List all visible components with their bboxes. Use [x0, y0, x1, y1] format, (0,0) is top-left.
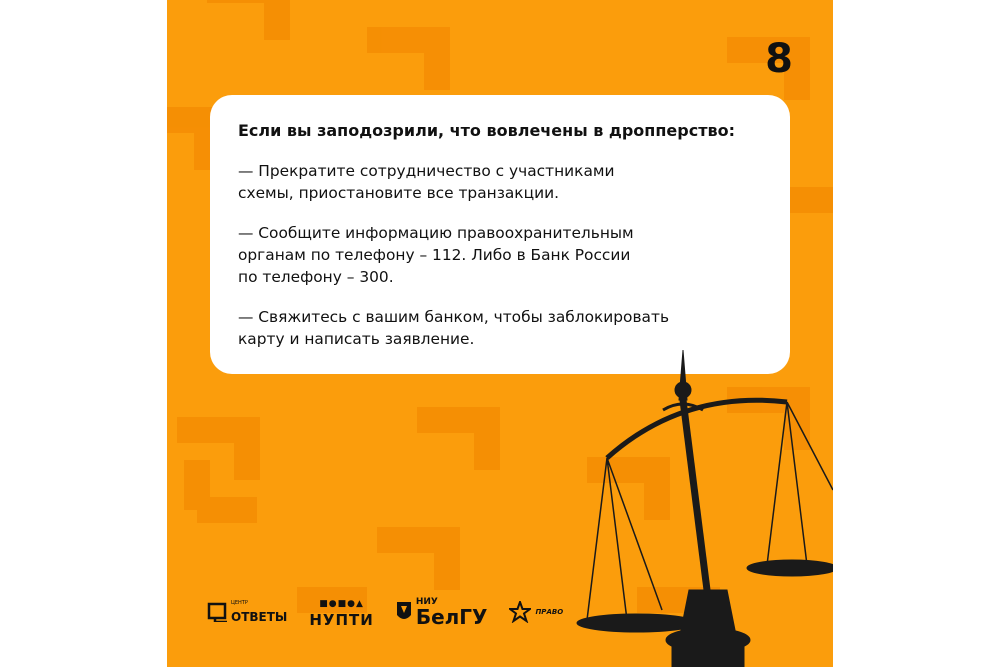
star-logo-icon — [509, 601, 531, 623]
logo-nupti — [309, 598, 374, 629]
card-item-bank: — Свяжитесь с вашим банком, чтобы заблокировать карту и написать заявление. — [238, 308, 670, 348]
otvety-logo-icon — [207, 602, 227, 622]
logo-belgu-small: НИУ — [415, 596, 438, 607]
card-title: Если вы заподозрили, что вовлечены в дропперство: — [238, 121, 735, 140]
page-number: 8 — [765, 36, 793, 82]
logo-otvety-small: ЦЕНТР — [231, 599, 248, 606]
card-item-report: — Сообщите информацию правоохранительным органам по телефону – 112. Либо в Банк России по телефону – 300. — [238, 224, 634, 286]
partner-logos — [207, 592, 563, 632]
logo-otvety-text: ОТВЕТЫ — [231, 609, 288, 624]
card-item-stop: — Прекратите сотрудничество с участниками схемы, приостановите все транзакции. — [238, 162, 615, 202]
logo-belgu-text: БелГУ — [415, 604, 488, 629]
logo-pravo — [509, 601, 563, 623]
logo-pravo-text: ПРАВО — [535, 608, 564, 616]
poster — [167, 0, 833, 667]
scales-of-justice-image — [567, 340, 833, 667]
belgu-crest-icon — [396, 601, 412, 623]
nupti-logo-icon: ■●■●▲ — [319, 599, 364, 609]
logo-nupti-text: НУПТИ — [309, 611, 374, 629]
info-card — [210, 95, 790, 374]
logo-belgu — [396, 598, 488, 627]
logo-otvety — [207, 600, 287, 625]
